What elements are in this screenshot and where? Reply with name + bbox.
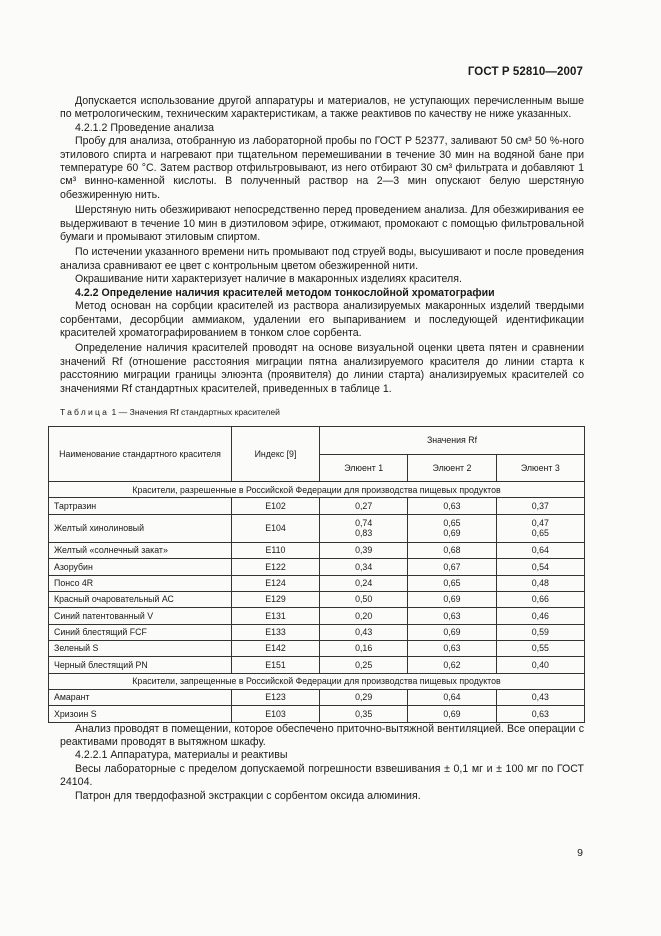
cell-index: Е104 [232, 514, 320, 542]
cell-dye-name: Хризоин S [49, 706, 232, 722]
table-row [49, 542, 585, 558]
cell-eluent-3: 0,47 0,65 [496, 514, 584, 542]
subsection-heading: 4.2.1.2 Проведение анализа [75, 121, 215, 134]
rf-values-table [48, 426, 585, 722]
cell-dye-name: Черный блестящий PN [49, 657, 232, 673]
cell-eluent-3: 0,43 [496, 689, 584, 705]
cell-eluent-3: 0,46 [496, 608, 584, 624]
paragraph: Метод основан на сорбции красителей из раствора анализируемых макаронных изделий твердыми сорбентами, десорбции аммиаком, удалении его выпариванием и последующей идентификации красителей хроматографированием в тонком слое сорбента. [60, 300, 584, 339]
document-number: ГОСТ Р 52810—2007 [467, 66, 583, 78]
cell-index: Е131 [232, 608, 320, 624]
cell-index: Е124 [232, 575, 320, 591]
cell-index: Е129 [232, 591, 320, 607]
cell-dye-name: Азорубин [49, 559, 232, 575]
cell-eluent-3: 0,37 [496, 498, 584, 514]
cell-eluent-1: 0,25 [320, 657, 408, 673]
cell-eluent-2: 0,65 [408, 575, 496, 591]
cell-eluent-3: 0,64 [496, 542, 584, 558]
cell-dye-name: Красный очаровательный АС [49, 591, 232, 607]
page-body [54, 95, 584, 803]
paragraph: Весы лабораторные с пределом допускаемой погрешности взвешивания ± 0,1 мг и ± 100 мг по ГОСТ 24104. [60, 762, 584, 789]
page-number: 9 [577, 847, 583, 859]
col-header-values: Значения Rf [320, 427, 585, 455]
cell-eluent-1: 0,39 [320, 542, 408, 558]
cell-eluent-1: 0,50 [320, 591, 408, 607]
paragraph: Окрашивание нити характеризует наличие в макаронных изделиях красителя. [75, 273, 462, 286]
paragraph: Анализ проводят в помещении, которое обеспечено приточно-вытяжной вентиляцией. Все операции с реактивами проводят в вытяжном шкафу. [60, 722, 584, 749]
paragraph: Шерстяную нить обезжиривают непосредственно перед проведением анализа. Для обезжиривания ее выдерживают в течение 10 мин в диэтиловом эфире, отжимают, промокают с помощью фильтровальной бумаги и промывают этиловым спиртом. [60, 204, 584, 244]
subsection-heading: 4.2.2.1 Аппаратура, материалы и реактивы [75, 749, 288, 762]
cell-eluent-3: 0,48 [496, 575, 584, 591]
cell-eluent-3: 0,54 [496, 559, 584, 575]
cell-eluent-3: 0,59 [496, 624, 584, 640]
cell-dye-name: Желтый хинолиновый [49, 514, 232, 542]
table-group-header: Красители, запрещенные в Российской Федерации для производства пищевых продуктов [49, 673, 585, 689]
cell-index: Е122 [232, 559, 320, 575]
paragraph: Пробу для анализа, отобранную из лабораторной пробы по ГОСТ Р 52377, заливают 50 см³ 50 %-ного этилового спирта и нагревают при тщательном перемешивании в течение 30 мин на водяной бане при температуре 60 °С. Затем раствор отфильтровывают, из него отбирают 30 см³ фильтрата и добавляют 1 см³ винно-каменной кислоты. В полученный раствор на 2—3 мин опускают белую шерстяную обезжиренную нить. [60, 135, 584, 201]
table-row [49, 608, 585, 624]
cell-eluent-1: 0,27 [320, 498, 408, 514]
cell-dye-name: Синий патентованный V [49, 608, 232, 624]
cell-eluent-1: 0,24 [320, 575, 408, 591]
table-caption-text: 1 — Значения Rf стандартных красителей [111, 406, 280, 417]
paragraph: Патрон для твердофазной экстракции с сорбентом оксида алюминия. [75, 789, 421, 802]
cell-eluent-2: 0,67 [408, 559, 496, 575]
table-group-header: Красители, разрешенные в Российской Федерации для производства пищевых продуктов [49, 482, 585, 498]
table-row [49, 514, 585, 542]
cell-eluent-1: 0,43 [320, 624, 408, 640]
cell-eluent-3: 0,66 [496, 591, 584, 607]
table-row [49, 689, 585, 705]
table-row [49, 706, 585, 722]
cell-eluent-1: 0,35 [320, 706, 408, 722]
cell-dye-name: Понсо 4R [49, 575, 232, 591]
cell-dye-name: Тартразин [49, 498, 232, 514]
cell-dye-name: Амарант [49, 689, 232, 705]
table-row [49, 641, 585, 657]
cell-eluent-2: 0,68 [408, 542, 496, 558]
table-caption-label: Таблица [60, 406, 110, 417]
cell-dye-name: Желтый «солнечный закат» [49, 542, 232, 558]
cell-index: Е151 [232, 657, 320, 673]
cell-eluent-3: 0,55 [496, 641, 584, 657]
cell-dye-name: Зеленый S [49, 641, 232, 657]
col-header-eluent-1: Элюент 1 [320, 454, 408, 482]
cell-index: Е133 [232, 624, 320, 640]
cell-eluent-1: 0,16 [320, 641, 408, 657]
cell-eluent-2: 0,69 [408, 624, 496, 640]
table-row [49, 559, 585, 575]
cell-eluent-3: 0,40 [496, 657, 584, 673]
col-header-eluent-3: Элюент 3 [496, 454, 584, 482]
section-heading: 4.2.2 Определение наличия красителей методом тонкослойной хроматографии [75, 286, 495, 299]
paragraph: По истечении указанного времени нить промывают под струей воды, высушивают и после проведения анализа сравнивают ее цвет с контрольным цветом обезжиренной нити. [60, 246, 584, 272]
cell-eluent-2: 0,63 [408, 641, 496, 657]
cell-eluent-2: 0,63 [408, 498, 496, 514]
table-row [49, 591, 585, 607]
cell-index: Е123 [232, 689, 320, 705]
cell-eluent-2: 0,63 [408, 608, 496, 624]
cell-eluent-2: 0,69 [408, 706, 496, 722]
cell-dye-name: Синий блестящий FCF [49, 624, 232, 640]
cell-eluent-1: 0,20 [320, 608, 408, 624]
cell-eluent-1: 0,74 0,83 [320, 514, 408, 542]
cell-index: Е102 [232, 498, 320, 514]
cell-eluent-2: 0,62 [408, 657, 496, 673]
table-row [49, 624, 585, 640]
cell-index: Е110 [232, 542, 320, 558]
col-header-name: Наименование стандартного красителя [49, 427, 232, 482]
col-header-eluent-2: Элюент 2 [408, 454, 496, 482]
table-row [49, 657, 585, 673]
table-row [49, 575, 585, 591]
cell-eluent-3: 0,63 [496, 706, 584, 722]
table-row [49, 498, 585, 514]
cell-index: Е103 [232, 706, 320, 722]
paragraph: Определение наличия красителей проводят на основе визуальной оценки цвета пятен и сравнении значений Rf (отношение расстояния миграции пятна анализируемого красителя до линии старта к расстоянию миграции границы элюэнта (проявителя) до линии старта) анализируемых красителей со значениями Rf стандартных красителей, приведенных в таблице 1. [60, 342, 584, 395]
cell-eluent-2: 0,69 [408, 591, 496, 607]
cell-index: Е142 [232, 641, 320, 657]
paragraph: Допускается использование другой аппаратуры и материалов, не уступающих перечисленным выше по метрологическим, техническим характеристикам, а также реактивов по качеству не ниже указанных. [60, 95, 584, 121]
col-header-index: Индекс [9] [232, 427, 320, 482]
cell-eluent-1: 0,34 [320, 559, 408, 575]
table-caption [60, 406, 584, 419]
cell-eluent-2: 0,64 [408, 689, 496, 705]
cell-eluent-2: 0,65 0,69 [408, 514, 496, 542]
cell-eluent-1: 0,29 [320, 689, 408, 705]
